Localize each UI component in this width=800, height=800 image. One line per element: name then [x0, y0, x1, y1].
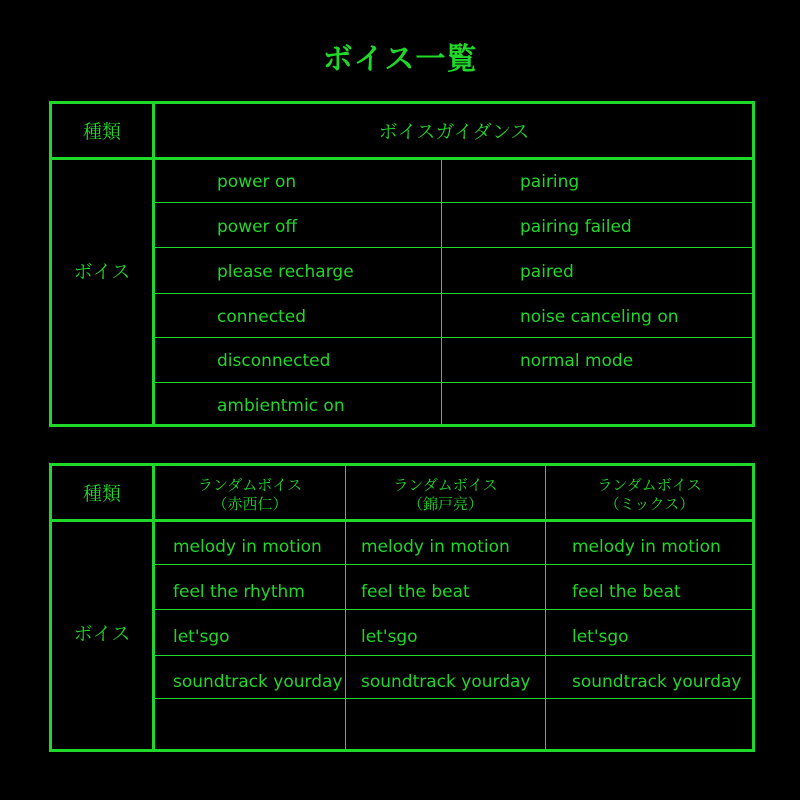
- divider: [155, 337, 753, 338]
- column-header-line: （錦戸亮）: [407, 495, 483, 513]
- list-item: pairing failed: [520, 217, 632, 237]
- column-header-mix: [546, 476, 753, 514]
- row-label-voice: ボイス: [73, 261, 131, 283]
- list-item: noise canceling on: [520, 307, 679, 327]
- list-item: melody in motion: [572, 537, 721, 557]
- list-item: disconnected: [217, 351, 331, 371]
- column-header-akanishi: [155, 476, 345, 514]
- list-item: feel the rhythm: [173, 582, 305, 602]
- divider: [155, 247, 753, 248]
- list-item: power on: [217, 172, 297, 192]
- divider: [155, 609, 753, 610]
- divider: [155, 564, 753, 565]
- guidance-header: ボイスガイダンス: [378, 121, 530, 143]
- divider: [155, 293, 753, 294]
- list-item: melody in motion: [173, 537, 322, 557]
- divider: [155, 698, 753, 699]
- list-item: soundtrack yourday: [361, 672, 531, 692]
- list-item: let'sgo: [173, 627, 230, 647]
- list-item: paired: [520, 262, 574, 282]
- list-item: please recharge: [217, 262, 354, 282]
- divider: [155, 382, 753, 383]
- column-header-line: ランダムボイス: [197, 476, 303, 494]
- list-item: feel the beat: [361, 582, 470, 602]
- list-item: connected: [217, 307, 307, 327]
- list-item: let'sgo: [361, 627, 418, 647]
- list-item: soundtrack yourday: [572, 672, 742, 692]
- divider: [152, 101, 155, 427]
- column-header-nishikido: [346, 476, 545, 514]
- list-item: pairing: [520, 172, 580, 192]
- column-header-line: ランダムボイス: [393, 476, 498, 494]
- column-header-line: （赤西仁）: [212, 495, 288, 513]
- page-title: ボイス一覧: [322, 42, 478, 77]
- type-header: 種類: [82, 121, 121, 143]
- list-item: melody in motion: [361, 537, 510, 557]
- divider: [155, 655, 753, 656]
- list-item: power off: [217, 217, 298, 237]
- column-header-line: （ミックス）: [604, 495, 695, 513]
- list-item: let'sgo: [572, 627, 629, 647]
- list-item: feel the beat: [572, 582, 681, 602]
- column-header-line: ランダムボイス: [597, 476, 702, 494]
- type-header: 種類: [82, 483, 121, 505]
- list-item: soundtrack yourday: [173, 672, 343, 692]
- divider: [155, 202, 753, 203]
- list-item: ambientmic on: [217, 396, 345, 416]
- list-item: normal mode: [520, 351, 634, 371]
- row-label-voice: ボイス: [73, 623, 131, 645]
